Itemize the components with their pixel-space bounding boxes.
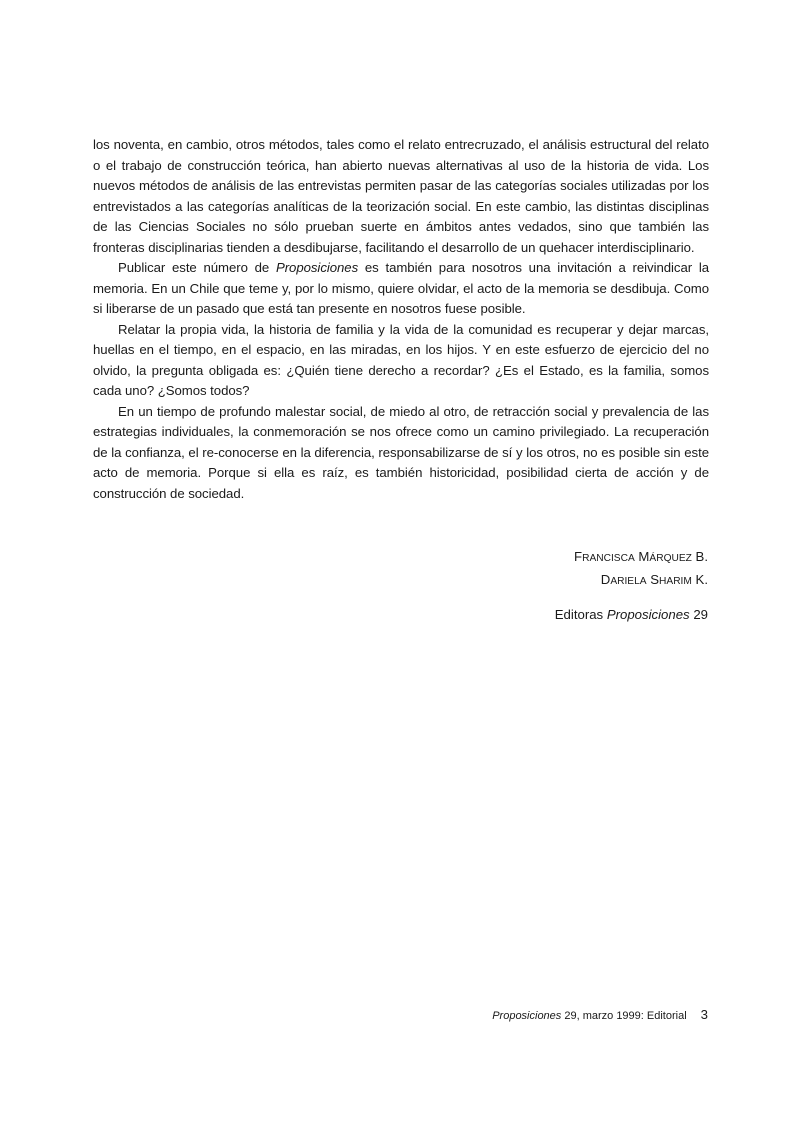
paragraph-2-text-a: Publicar este número de <box>118 260 276 275</box>
editors-line <box>555 605 708 625</box>
paragraph-2 <box>93 258 709 320</box>
paragraph-1 <box>93 135 709 258</box>
paragraph-3-text: Relatar la propia vida, la historia de familia y la vida de la comunidad es recuperar y dejar marcas, huellas en el tiempo, en el espacio, en las miradas, en los hijos. Y en este esfuerzo de ejercicio del no olvido, la pregunta obligada es: ¿Quién tiene derecho a recordar? ¿Es el Estado, es la familia, somos cada uno? ¿Somos todos? <box>93 321 709 398</box>
footer-citation: 29, marzo 1999: Editorial <box>561 1010 687 1022</box>
editors-prefix: Editoras <box>554 607 607 622</box>
author-1-first-name-rest: RANCISCA <box>582 553 635 564</box>
page-footer <box>492 1007 708 1024</box>
author-1-initial: F <box>574 549 583 564</box>
paragraph-4-text: En un tiempo de profundo malestar social, de miedo al otro, de retracción social y prevalencia de las estrategias individuales, la conmemoración se nos ofrece como un camino privilegiado. La recuperación de la confianza, el re-conocerse en la diferencia, responsabilizarse de sí y los otros, no es posible sin este acto de memoria. Porque si ella es raíz, es también historicidad, posibilidad cierta de acción y de construcción de sociedad. <box>93 403 709 501</box>
signature-block <box>574 547 708 592</box>
paragraph-1-text: los noventa, en cambio, otros métodos, tales como el relato entrecruzado, el análisis estructural del relato o el trabajo de construcción teórica, han abierto nuevas alternativas al uso de la historia de vida. Los nuevos métodos de análisis de las entrevistas permiten pasar de las categorías sociales utilizadas por los entrevistados a las categorías analíticas de la teorización social. En este cambio, las distintas disciplinas de las Ciencias Sociales no sólo prueban suerte en ámbitos antes vedados, sino que también las fronteras disciplinarias tienden a desdibujarse, facilitando el desarrollo de un quehacer interdisciplinario. <box>93 137 709 255</box>
author-1-suffix: B. <box>691 549 708 564</box>
paragraph-4 <box>93 402 709 505</box>
author-1-surname-initial: M <box>638 549 650 564</box>
author-1 <box>574 547 708 570</box>
author-2 <box>574 570 708 593</box>
footer-journal: Proposiciones <box>492 1010 562 1022</box>
paragraph-2-text-b: es también para nosotros una invitación a reivindicar la memoria. En un Chile que teme y, por lo mismo, quiere olvidar, el acto de la memoria se desdibuja. Como si liberarse de un pasado que está tan presente en nosotros fuese posible. <box>93 260 709 316</box>
editors-journal: Proposiciones <box>606 607 690 622</box>
author-1-surname-rest: ÁRQUEZ <box>649 553 692 564</box>
author-2-surname-rest: HARIM <box>659 575 692 587</box>
author-2-initial: D <box>600 571 611 587</box>
author-2-surname-initial: S <box>650 571 660 587</box>
author-2-suffix: K. <box>691 571 708 587</box>
editorial-body <box>93 135 709 504</box>
journal-name-italic: Proposiciones <box>275 260 359 275</box>
editors-issue: 29 <box>689 607 708 622</box>
page-number: 3 <box>700 1007 708 1022</box>
paragraph-3 <box>93 320 709 402</box>
author-2-first-name-rest: ARIELA <box>610 575 647 587</box>
